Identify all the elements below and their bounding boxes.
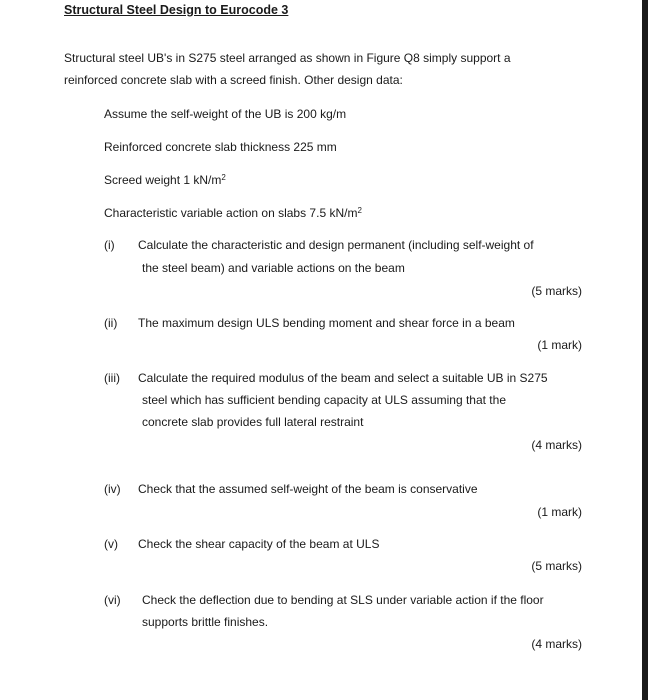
intro-line-2: reinforced concrete slab with a screed finish. Other design data: xyxy=(64,73,403,87)
question-i-line-2: the steel beam) and variable actions on the beam xyxy=(142,261,405,275)
question-iii-marks: (4 marks) xyxy=(531,438,582,452)
question-vi-line-2: supports brittle finishes. xyxy=(142,615,269,629)
question-number-vi: (vi) xyxy=(104,593,121,607)
data-self-weight: Assume the self-weight of the UB is 200 kg/m xyxy=(104,107,347,121)
intro-line-1: Structural steel UB's in S275 steel arranged as shown in Figure Q8 simply support a xyxy=(64,51,511,65)
variable-action-text: Characteristic variable action on slabs 7.5 kN/m xyxy=(104,206,358,220)
question-ii-marks: (1 mark) xyxy=(537,338,582,352)
question-v-marks: (5 marks) xyxy=(531,559,582,573)
screed-weight-text: Screed weight 1 kN/m xyxy=(104,173,222,187)
page-edge xyxy=(642,0,648,700)
question-v-line-1: Check the shear capacity of the beam at ULS xyxy=(138,537,380,551)
question-number-i: (i) xyxy=(104,238,115,252)
data-screed-weight xyxy=(104,173,226,187)
question-ii-line-1: The maximum design ULS bending moment and shear force in a beam xyxy=(138,316,515,330)
question-i-marks: (5 marks) xyxy=(531,284,582,298)
question-iv-marks: (1 mark) xyxy=(537,505,582,519)
question-number-iv: (iv) xyxy=(104,482,121,496)
screed-weight-exponent: 2 xyxy=(221,173,226,182)
document-title: Structural Steel Design to Eurocode 3 xyxy=(64,3,289,17)
question-vi-line-1: Check the deflection due to bending at SLS under variable action if the floor xyxy=(142,593,544,607)
question-iv-line-1: Check that the assumed self-weight of the beam is conservative xyxy=(138,482,478,496)
question-iii-line-1: Calculate the required modulus of the beam and select a suitable UB in S275 xyxy=(138,371,548,385)
data-slab-thickness: Reinforced concrete slab thickness 225 mm xyxy=(104,140,337,154)
data-variable-action xyxy=(104,206,362,220)
question-vi-marks: (4 marks) xyxy=(531,637,582,651)
question-number-ii: (ii) xyxy=(104,316,118,330)
question-number-iii: (iii) xyxy=(104,371,120,385)
question-number-v: (v) xyxy=(104,537,118,551)
question-iii-line-2: steel which has sufficient bending capacity at ULS assuming that the xyxy=(142,393,506,407)
variable-action-exponent: 2 xyxy=(357,206,362,215)
question-i-line-1: Calculate the characteristic and design permanent (including self-weight of xyxy=(138,238,534,252)
question-iii-line-3: concrete slab provides full lateral restraint xyxy=(142,415,364,429)
